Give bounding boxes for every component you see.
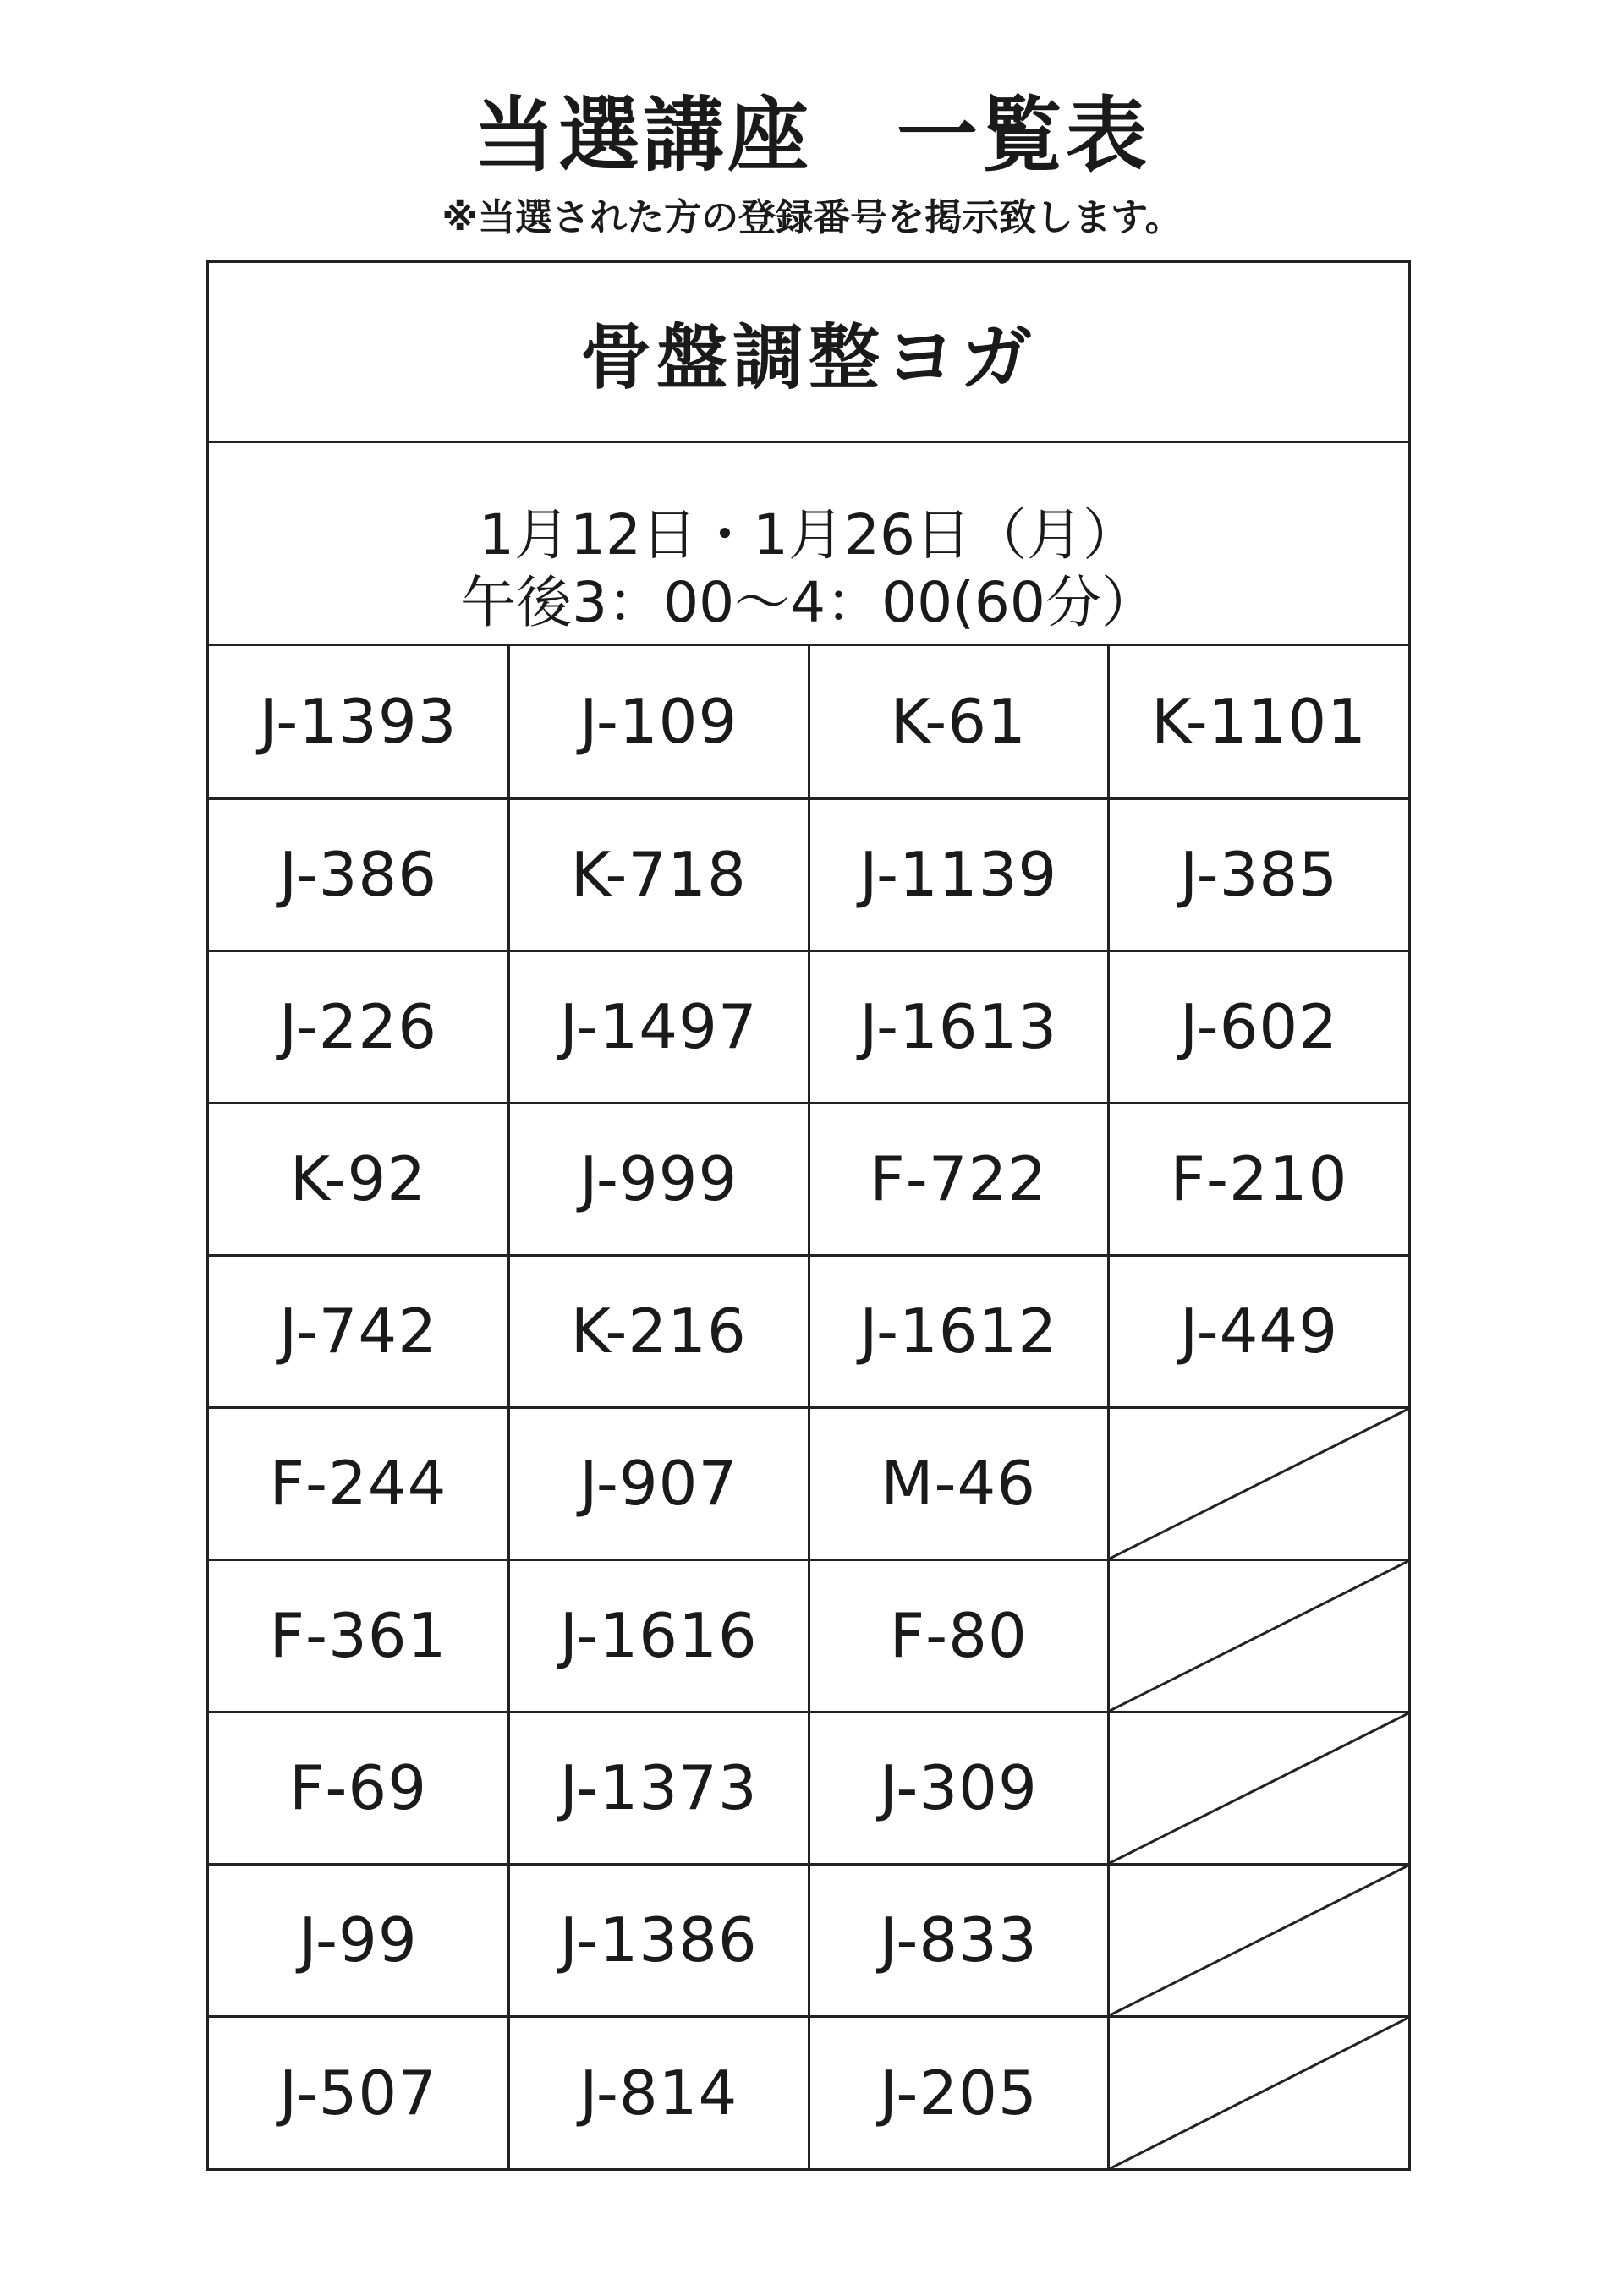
registration-number: J-742: [209, 1255, 509, 1407]
course-time: 午後3：00～4：00(60分）: [460, 570, 1157, 635]
registration-number: F-210: [1109, 1103, 1409, 1255]
registration-number: J-1612: [809, 1255, 1109, 1407]
registration-number: J-814: [509, 2016, 809, 2168]
registration-number: J-1616: [509, 1559, 809, 1712]
registration-number: J-1386: [509, 1864, 809, 2016]
course-title: 骨盤調整ヨガ: [209, 263, 1408, 443]
registration-number: K-216: [509, 1255, 809, 1407]
table-row: [209, 1864, 1408, 2016]
registration-number: F-722: [809, 1103, 1109, 1255]
page-note: ※当選された方の登録番号を掲示致します。: [442, 196, 1182, 239]
slash-line: [1110, 1713, 1408, 1863]
registration-number: K-1101: [1109, 646, 1409, 798]
slash-line: [1110, 1561, 1408, 1711]
table-row: [209, 2016, 1408, 2168]
empty-cell: [1109, 1559, 1409, 1712]
table-row: [209, 1103, 1408, 1255]
registration-number: J-385: [1109, 798, 1409, 951]
registration-number: F-80: [809, 1559, 1109, 1712]
registration-number: J-99: [209, 1864, 509, 2016]
registration-number: M-46: [809, 1407, 1109, 1559]
registration-number: J-833: [809, 1864, 1109, 2016]
registration-number: K-61: [809, 646, 1109, 798]
table-row: [209, 798, 1408, 951]
registration-number: J-602: [1109, 951, 1409, 1103]
table-row: [209, 951, 1408, 1103]
registration-number: J-205: [809, 2016, 1109, 2168]
table-row: [209, 1407, 1408, 1559]
empty-cell: [1109, 1712, 1409, 1864]
registration-number: K-718: [509, 798, 809, 951]
registration-number: J-226: [209, 951, 509, 1103]
table-row: [209, 1712, 1408, 1864]
registration-number: J-386: [209, 798, 509, 951]
registration-number: J-907: [509, 1407, 809, 1559]
registration-number: J-1139: [809, 798, 1109, 951]
course-dates: 1月12日・1月26日（月）: [479, 502, 1138, 567]
empty-cell: [1109, 1864, 1409, 2016]
registration-number: J-449: [1109, 1255, 1409, 1407]
registration-number: F-361: [209, 1559, 509, 1712]
empty-cell: [1109, 2016, 1409, 2168]
registration-number: F-244: [209, 1407, 509, 1559]
registration-number: J-309: [809, 1712, 1109, 1864]
course-schedule: [209, 443, 1408, 646]
registration-number: K-92: [209, 1103, 509, 1255]
registration-number: J-1613: [809, 951, 1109, 1103]
winner-number-table: [209, 646, 1408, 2168]
table-row: [209, 1559, 1408, 1712]
registration-number: J-109: [509, 646, 809, 798]
table-row: [209, 646, 1408, 798]
empty-cell: [1109, 1407, 1409, 1559]
registration-number: J-1373: [509, 1712, 809, 1864]
result-sheet: [206, 260, 1411, 2171]
registration-number: F-69: [209, 1712, 509, 1864]
registration-number: J-1497: [509, 951, 809, 1103]
registration-number: J-999: [509, 1103, 809, 1255]
page-title: 当選講座 一覧表: [474, 88, 1150, 183]
slash-line: [1110, 1866, 1408, 2015]
registration-number: J-507: [209, 2016, 509, 2168]
slash-line: [1110, 1409, 1408, 1559]
registration-number: J-1393: [209, 646, 509, 798]
table-row: [209, 1255, 1408, 1407]
slash-line: [1110, 2018, 1408, 2169]
